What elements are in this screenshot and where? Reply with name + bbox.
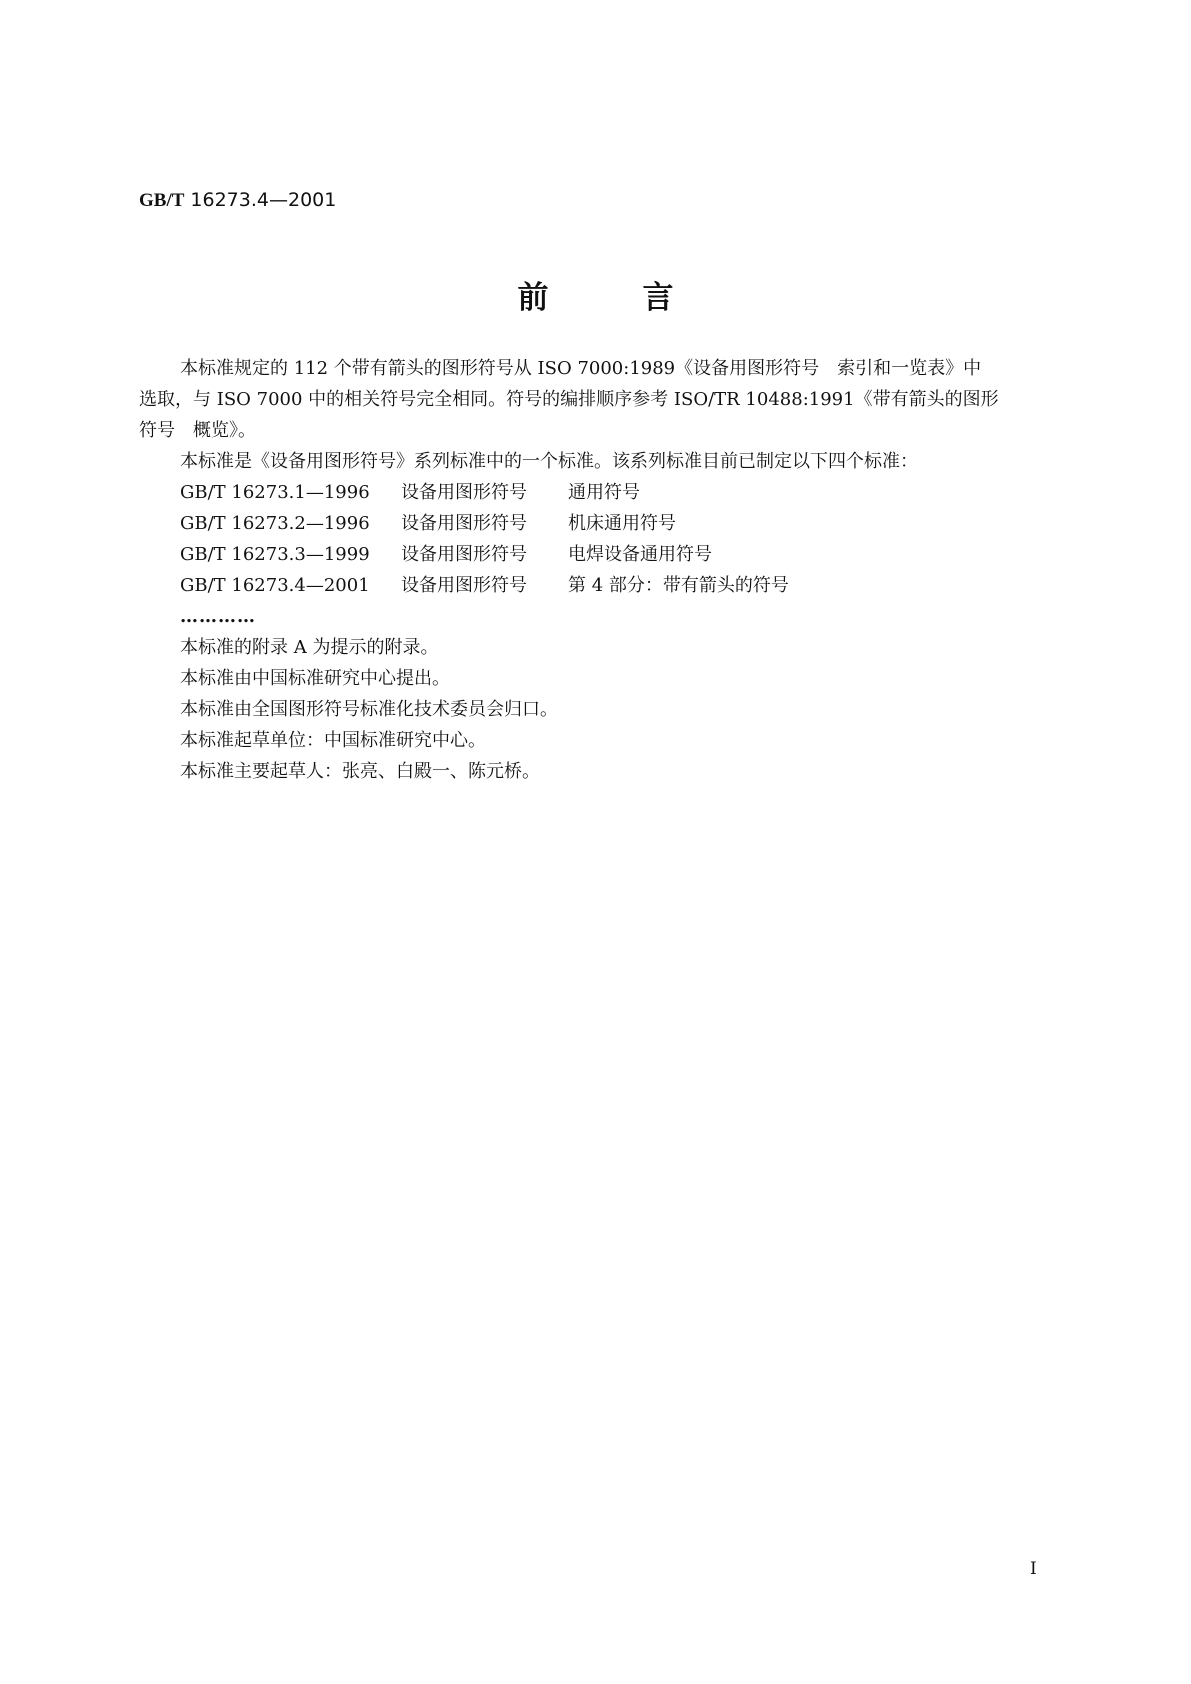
foreword-body (139, 353, 1061, 787)
standard-name: 通用符号 (568, 482, 640, 503)
page-title: 前言 (517, 280, 768, 316)
standard-item (139, 508, 1061, 539)
document-code-header (139, 186, 336, 214)
standard-code: GB/T 16273.3—1999 (180, 544, 370, 565)
standards-list (139, 477, 1061, 601)
series-intro: 本标准是《设备用图形符号》系列标准中的一个标准。该系列标准目前已制定以下四个标准： (180, 451, 918, 472)
statement-drafters: 本标准主要起草人：张亮、白殿一、陈元桥。 (180, 761, 540, 782)
statement-drafting-unit: 本标准起草单位：中国标准研究中心。 (180, 730, 486, 751)
standard-series: 设备用图形符号 (401, 482, 527, 503)
intro-paragraph (139, 353, 1061, 446)
document-code-prefix: GB/T (139, 190, 185, 211)
standard-name: 电焊设备通用符号 (568, 544, 712, 565)
standard-code: GB/T 16273.1—1996 (180, 482, 370, 503)
statements-list (139, 632, 1061, 787)
page-number: I (1030, 1559, 1037, 1579)
statement-proposer: 本标准由中国标准研究中心提出。 (180, 668, 450, 689)
standard-code: GB/T 16273.2—1996 (180, 513, 370, 534)
standard-code: GB/T 16273.4—2001 (180, 575, 370, 596)
list-ellipsis: ………… (180, 606, 256, 627)
intro-line-3: 符号 概览》。 (139, 420, 256, 441)
standard-item (139, 539, 1061, 570)
intro-line-2: 选取，与 ISO 7000 中的相关符号完全相同。符号的编排顺序参考 ISO/TR 10488:1991《带有箭头的图形 (139, 389, 999, 410)
standard-item (139, 570, 1061, 601)
standard-name: 机床通用符号 (568, 513, 676, 534)
statement-committee: 本标准由全国图形符号标准化技术委员会归口。 (180, 699, 558, 720)
statement-appendix: 本标准的附录 A 为提示的附录。 (180, 637, 439, 658)
standard-name: 第 4 部分：带有箭头的符号 (568, 575, 789, 596)
standard-series: 设备用图形符号 (401, 513, 527, 534)
intro-line-1: 本标准规定的 112 个带有箭头的图形符号从 ISO 7000:1989《设备用图形符号 索引和一览表》中 (180, 358, 982, 379)
document-code-number: 16273.4—2001 (190, 189, 337, 211)
standard-series: 设备用图形符号 (401, 575, 527, 596)
standard-item (139, 477, 1061, 508)
standard-series: 设备用图形符号 (401, 544, 527, 565)
